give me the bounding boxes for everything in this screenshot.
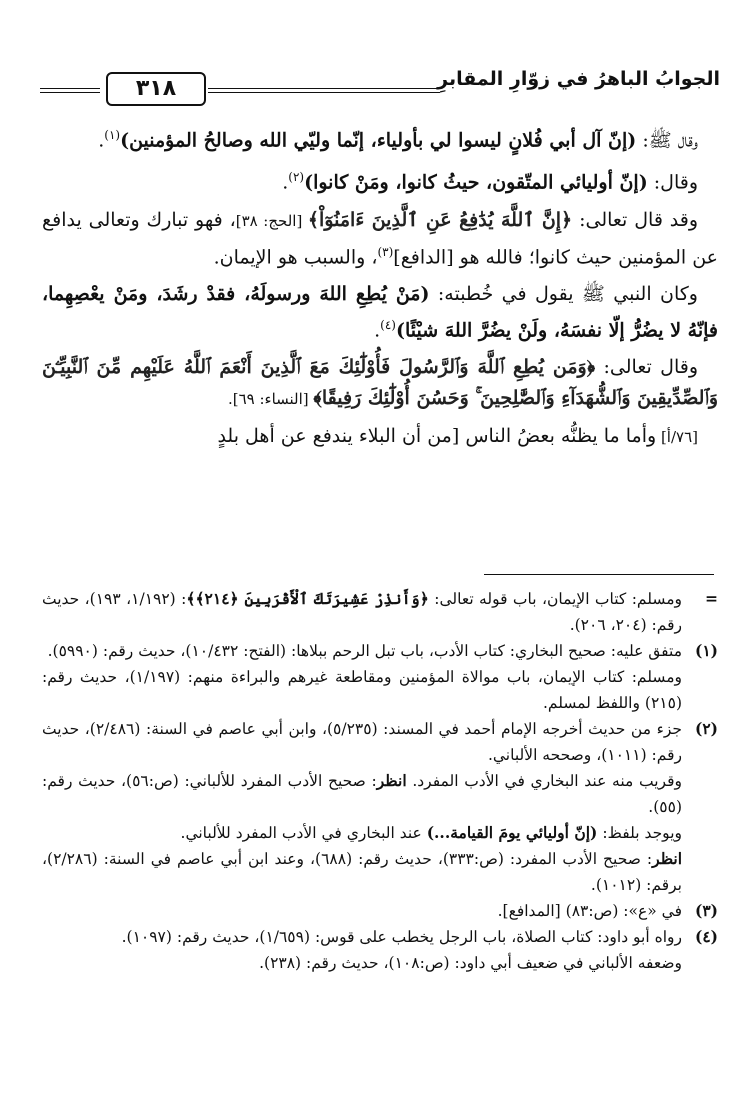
see-label: انظر	[376, 771, 407, 790]
text: عند البخاري في الأدب المفرد للألباني.	[180, 824, 427, 842]
footnote-ref: (٢)	[288, 170, 305, 185]
text: ويوجد بلفظ:	[597, 824, 682, 842]
footnote-number: (٤)	[694, 927, 718, 946]
text: ، فهو تبارك وتعالى يدافع عن المؤمنين حيث كانوا؛ فالله هو [الدافع]	[42, 208, 718, 268]
header-rule	[208, 88, 440, 93]
text: .	[282, 171, 289, 194]
footnote-ref: (١)	[104, 128, 121, 142]
footnote-ref: (٣)	[377, 244, 394, 259]
footnotes	[42, 586, 718, 976]
hadith-quote: (إنّ أوليائي المتّقون، حيثُ كانوا، ومَنْ كانوا)	[304, 171, 648, 194]
paragraph	[42, 205, 718, 273]
text: وأما ما يظنُّه بعضُ الناس [من أن البلاء يندفع عن أهل بلدٍ	[217, 425, 657, 448]
text: وكان النبي ﷺ يقول في خُطبته:	[429, 282, 698, 305]
verse-reference: [الحج: ٣٨]	[235, 211, 308, 230]
quran-verse: ﴿وَأَنذِرْ عَشِيرَتَكَ ٱلْأَقْرَبِينَ ﴿٢١٤﴾﴾	[186, 589, 429, 608]
text: .	[374, 319, 381, 342]
text: وقال ﷺ:	[636, 129, 698, 152]
continuation-mark: =	[705, 589, 718, 608]
footnote-text: في «ع»: (ص:٨٣) [المدافع].	[497, 902, 682, 920]
footnote-continuation	[42, 586, 718, 638]
footnote-text: ومسلم: كتاب الإيمان، باب موالاة المؤمنين ومقاطعة غيرهم والبراءة منهم: (١/١٩٧)، حديث رقم: (٢١٥) واللفظ لمسلم.	[42, 668, 682, 712]
hadith-quote: (إنّ آل أبي فُلانٍ ليسوا لي بأولياء، إنّما وليّي الله وصالحُ المؤمنين)	[120, 129, 637, 152]
header-rule-left	[40, 88, 100, 93]
text: : (١/١٩٢، ١٩٣)، حديث رقم: (٢٠٤، ٢٠٦).	[42, 590, 682, 634]
quran-verse: ﴿إِنَّ ٱللَّهَ يُدَٰفِعُ عَنِ ٱلَّذِينَ ءَامَنُوٓاْ﴾	[307, 208, 573, 231]
text: وقال:	[647, 171, 698, 194]
footnote-number: (٢)	[694, 719, 718, 738]
paragraph	[42, 352, 718, 415]
paragraph	[42, 162, 718, 198]
book-title: الجوابُ الباهرُ في زوّارِ المقابرِ	[437, 68, 720, 90]
text: وقال تعالى:	[595, 356, 698, 379]
text: وقد قال تعالى:	[572, 208, 699, 231]
page-number: ٣١٨	[106, 72, 206, 106]
see-label: انظر	[652, 849, 683, 868]
text: : صحيح الأدب المفرد للألباني: (ص:٥٦)، حديث رقم: (٥٥).	[42, 772, 682, 816]
footnote-ref: (٤)	[380, 317, 396, 332]
quran-verse: ﴿وَمَن يُطِعِ ٱللَّهَ وَٱلرَّسُولَ فَأُوْلَٰٓئِكَ مَعَ ٱلَّذِينَ أَنْعَمَ ٱللَّهُ عَلَيْهِم مِّنَ ٱلنَّبِيِّـۧنَ وَٱلصِّدِّيقِينَ وَٱلشُّهَدَآءِ وَٱلصَّٰلِحِينَ ۚ وَحَسُنَ أُوْلَٰٓئِكَ رَفِيقًا﴾	[42, 356, 718, 410]
footnote-text: متفق عليه: صحيح البخاري: كتاب الأدب، باب تبل الرحم ببلاها: (الفتح: ١٠/٤٣٢)، حديث رقم: (٥٩٩٠).	[47, 642, 682, 660]
footnote-text: جزء من حديث أخرجه الإمام أحمد في المسند: (٥/٢٣٥)، وابن أبي عاصم في السنة: (٢/٤٨٦)، حديث رقم: (١٠١١)، وصححه الألباني.	[42, 720, 682, 764]
hadith-quote: (إنّ أوليائي يومَ القيامة...)	[426, 823, 598, 842]
footnote-text: رواه أبو داود: كتاب الصلاة، باب الرجل يخطب على قوس: (١/٦٥٩)، حديث رقم: (١٠٩٧).	[121, 928, 682, 946]
manuscript-marker: [٧٦/أ]	[656, 428, 698, 447]
hadith-quote: (مَنْ يُطِعِ اللهَ ورسولَهُ، فقدْ رشَدَ، ومَنْ يعْصِهِما، فإنّهُ لا يضُرُّ إلّا نفسَهُ، ولَنْ يضُرَّ اللهَ شيْئًا)	[42, 282, 718, 342]
text: وقريب منه عند البخاري في الأدب المفرد.	[406, 772, 682, 790]
text: : صحيح الأدب المفرد: (ص:٣٣٣)، حديث رقم: (٦٨٨)، وعند ابن أبي عاصم في السنة: (٢/٢٨٦)، برقم: (١٠١٢).	[42, 850, 682, 894]
footnote-4	[42, 924, 718, 976]
paragraph	[42, 279, 718, 346]
paragraph	[42, 421, 718, 453]
footnote-separator	[484, 574, 714, 575]
main-text	[42, 120, 718, 459]
footnote-number: (١)	[694, 641, 718, 660]
verse-reference: [النساء: ٦٩].	[227, 390, 314, 409]
footnote-2	[42, 716, 718, 898]
footnote-text	[42, 846, 682, 898]
text: .	[98, 129, 105, 152]
footnote-3	[42, 898, 718, 924]
page-header	[40, 64, 720, 108]
footnote-1	[42, 638, 718, 716]
paragraph	[42, 120, 718, 156]
footnote-text	[42, 768, 682, 820]
footnote-text	[42, 820, 682, 846]
text: ومسلم: كتاب الإيمان، باب قوله تعالى:	[428, 590, 682, 608]
footnote-text: وضعفه الألباني في ضعيف أبي داود: (ص:١٠٨)، حديث رقم: (٢٣٨).	[259, 954, 682, 972]
text: ، والسبب هو الإيمان.	[213, 245, 378, 268]
footnote-number: (٣)	[694, 901, 718, 920]
